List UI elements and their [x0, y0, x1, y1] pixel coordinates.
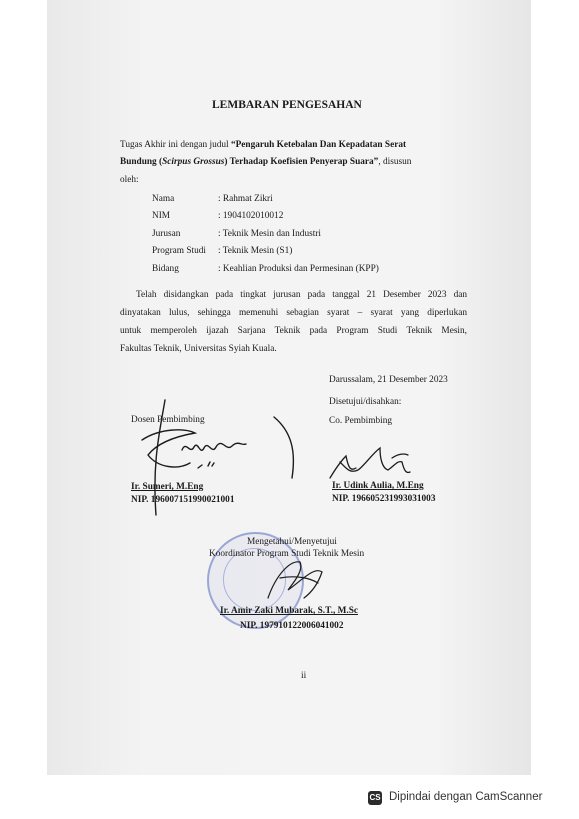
paragraph-line-2: dinyatakan lulus, sehingga memenuhi sebagian syarat – syarat yang diperlukan — [120, 308, 467, 318]
detail-label: Jurusan — [152, 229, 181, 239]
bottom-signer-nip: NIP. 197910122006041002 — [240, 621, 344, 631]
right-signature — [330, 448, 410, 478]
paragraph-line-1: Telah disidangkan pada tingkat jurusan pada tanggal 21 Desember 2023 dan — [136, 290, 467, 300]
left-signer-name: Ir. Sumeri, M.Eng — [131, 482, 204, 492]
right-signer-role: Co. Pembimbing — [329, 416, 393, 426]
page-title: LEMBARAN PENGESAHAN — [212, 99, 362, 111]
intro-line-2-tail: , disusun — [378, 157, 412, 167]
right-signer-nip: NIP. 196605231993031003 — [332, 494, 436, 504]
detail-label: NIM — [152, 211, 171, 221]
bottom-signer-line-2: Koordinator Program Studi Teknik Mesin — [209, 549, 365, 559]
detail-value: : Teknik Mesin dan Industri — [218, 229, 321, 239]
bottom-signer-name: Ir. Amir Zaki Mubarak, S.T., M.Sc — [220, 606, 359, 616]
left-signer-role: Dosen Pembimbing — [131, 415, 205, 425]
intro-line-1-text: Tugas Akhir ini dengan judul — [120, 140, 231, 150]
left-signer-nip: NIP. 196007151990021001 — [131, 495, 235, 505]
detail-value: : 1904102010012 — [218, 211, 284, 221]
thesis-title-part-2: Bundung ( — [120, 157, 163, 167]
thesis-title-part-3: ) Terhadap Koefisien Penyerap Suara” — [224, 157, 379, 167]
place-date: Darussalam, 21 Desember 2023 — [329, 375, 448, 385]
paragraph-line-3: untuk memperoleh ijazah Sarjana Teknik pada Program Studi Teknik Mesin, — [120, 326, 467, 336]
thesis-title-part-1: “Pengaruh Ketebalan Dan Kepadatan Serat — [230, 140, 407, 150]
camscanner-badge — [358, 786, 569, 810]
species-name: Scirpus Grossus — [162, 157, 225, 167]
detail-label: Program Studi — [152, 246, 206, 256]
right-signer-name: Ir. Udink Aulia, M.Eng — [332, 481, 424, 491]
detail-value: : Keahlian Produksi dan Permesinan (KPP) — [218, 264, 379, 274]
bottom-signer-line-1: Mengetahui/Menyetujui — [247, 537, 337, 547]
detail-label: Bidang — [152, 264, 179, 274]
bottom-signature — [268, 562, 322, 598]
paragraph-line-4: Fakultas Teknik, Universitas Syiah Kuala. — [120, 344, 277, 354]
detail-label: Nama — [152, 194, 175, 204]
page-number: ii — [301, 671, 307, 681]
detail-value: : Rahmat Zikri — [218, 194, 273, 204]
camscanner-label: Dipindai dengan CamScanner — [389, 791, 543, 803]
approval-label: Disetujui/disahkan: — [329, 397, 402, 407]
left-signature — [142, 400, 293, 515]
intro-line-3: oleh: — [120, 175, 139, 185]
camscanner-icon: CS — [368, 791, 382, 805]
detail-value: : Teknik Mesin (S1) — [218, 246, 293, 256]
